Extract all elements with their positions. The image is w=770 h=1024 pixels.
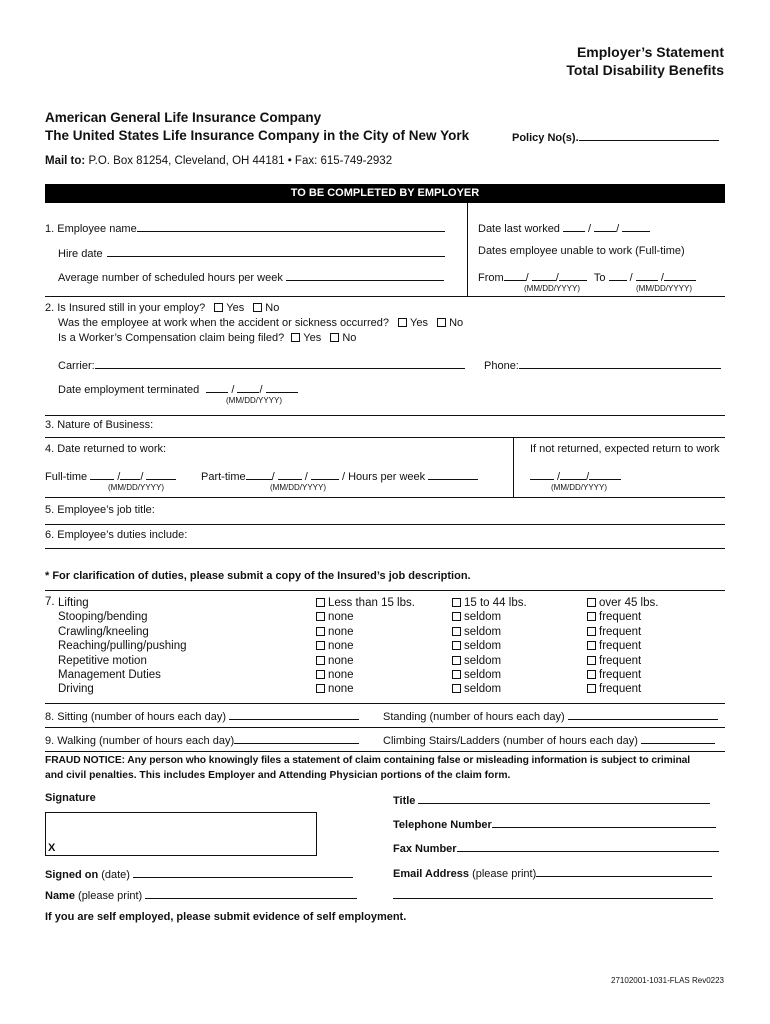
option-mid-label: seldom	[464, 625, 502, 638]
option-mid-label: seldom	[464, 640, 502, 653]
no-label: No	[449, 317, 464, 329]
date-format-hint: (MM/DD/YYYY)	[108, 483, 164, 492]
name-field[interactable]	[45, 887, 357, 902]
expected-return-field[interactable]: / /	[530, 468, 621, 483]
still-employed-question	[45, 302, 279, 314]
form-title-line1: Employer’s Statement	[576, 44, 724, 60]
option-low-checkbox[interactable]	[316, 641, 325, 650]
divider	[45, 497, 725, 498]
email-label: Email Address	[393, 868, 470, 880]
fax-label: Fax Number	[393, 843, 457, 855]
divider	[45, 590, 725, 591]
option-low-label: none	[328, 683, 354, 696]
phone-field[interactable]	[484, 357, 721, 372]
option-mid-row[interactable]	[452, 596, 527, 610]
carrier-field[interactable]	[58, 357, 465, 372]
option-mid-row[interactable]	[452, 639, 527, 653]
self-employed-note: If you are self employed, please submit evidence of self employment.	[45, 911, 407, 923]
option-low-row[interactable]	[316, 639, 415, 653]
option-low-checkbox[interactable]	[316, 670, 325, 679]
option-high-row[interactable]	[587, 610, 658, 624]
title-field[interactable]	[393, 792, 710, 807]
option-high-checkbox[interactable]	[587, 627, 596, 636]
no-label: No	[265, 302, 280, 314]
activity-label: Repetitive motion	[58, 654, 147, 667]
option-high-checkbox[interactable]	[587, 684, 596, 693]
telephone-label: Telephone Number	[393, 819, 492, 831]
at-work-question	[58, 317, 463, 329]
job-duties-field[interactable]: 6. Employee’s duties include:	[45, 529, 188, 541]
walking-hours-field[interactable]	[45, 732, 359, 747]
frequency-column-3	[587, 596, 658, 697]
employee-name-field[interactable]	[45, 220, 445, 235]
employee-name-label: 1. Employee name	[45, 223, 137, 235]
signed-on-note: (date)	[98, 869, 130, 881]
divider	[45, 415, 725, 416]
fulltime-label: Full-time	[45, 471, 88, 483]
signed-on-label: Signed on	[45, 869, 99, 881]
hire-date-field[interactable]	[58, 245, 445, 260]
option-high-row[interactable]	[587, 682, 658, 696]
option-high-checkbox[interactable]	[587, 598, 596, 607]
divider	[45, 548, 725, 549]
divider	[45, 751, 725, 752]
fax-field[interactable]	[393, 840, 719, 855]
date-format-hint: (MM/DD/YYYY)	[524, 284, 580, 293]
option-low-row[interactable]	[316, 625, 415, 639]
email-field[interactable]	[393, 865, 712, 880]
from-label: From	[478, 272, 504, 284]
sitting-label: 8. Sitting (number of hours each day)	[45, 711, 226, 723]
option-high-row[interactable]	[587, 596, 658, 610]
activity-label: Management Duties	[58, 669, 161, 682]
option-low-checkbox[interactable]	[316, 598, 325, 607]
dates-unable-label: Dates employee unable to work (Full-time)	[478, 245, 685, 257]
divider	[513, 437, 514, 497]
option-mid-checkbox[interactable]	[452, 641, 461, 650]
option-high-row[interactable]	[587, 625, 658, 639]
mail-to-label: Mail to:	[45, 155, 86, 167]
fraud-notice-line1: FRAUD NOTICE: Any person who knowingly files a statement of claim containing false or misleading information is subject to criminal	[45, 755, 691, 766]
divider	[45, 524, 725, 525]
option-low-row[interactable]	[316, 682, 415, 696]
avg-hours-label: Average number of scheduled hours per week	[58, 272, 283, 284]
signature-x-mark: X	[48, 842, 56, 854]
signature-box[interactable]	[45, 812, 317, 856]
option-mid-checkbox[interactable]	[452, 684, 461, 693]
divider	[45, 703, 725, 704]
option-high-checkbox[interactable]	[587, 612, 596, 621]
option-low-row[interactable]	[316, 654, 415, 668]
option-low-row[interactable]	[316, 668, 415, 682]
carrier-label: Carrier:	[58, 360, 95, 372]
option-mid-label: 15 to 44 lbs.	[464, 597, 527, 609]
option-mid-label: seldom	[464, 611, 502, 624]
walking-label: 9. Walking (number of hours each day)	[45, 735, 235, 747]
date-terminated-field[interactable]: Date employment terminated / /	[58, 381, 298, 396]
section-banner: TO BE COMPLETED BY EMPLOYER	[45, 184, 725, 203]
company-name-1: American General Life Insurance Company	[45, 110, 322, 125]
avg-hours-field[interactable]	[58, 269, 444, 284]
option-high-label: over 45 lbs.	[599, 597, 659, 609]
option-low-label: none	[328, 611, 354, 624]
still-employed-yes-checkbox[interactable]	[214, 303, 223, 312]
frequency-column-1	[316, 596, 415, 697]
option-mid-row[interactable]	[452, 654, 527, 668]
option-high-label: frequent	[599, 654, 642, 667]
option-mid-label: seldom	[464, 669, 502, 682]
to-label: To	[593, 272, 606, 284]
fulltime-return-field[interactable]: Full-time / /	[45, 468, 176, 483]
parttime-label: Part-time	[201, 471, 246, 483]
option-low-label: none	[328, 640, 354, 653]
option-mid-checkbox[interactable]	[452, 612, 461, 621]
workers-comp-yes-checkbox[interactable]	[291, 333, 300, 342]
parttime-return-field[interactable]: Part-time / / / Hours per week	[201, 468, 478, 483]
policy-number-field[interactable]	[512, 129, 719, 144]
date-format-hint: (MM/DD/YYYY)	[270, 483, 326, 492]
activity-label: Stooping/bending	[58, 611, 148, 624]
dates-unable-range-field[interactable]: From / / To / /	[478, 269, 696, 284]
sitting-hours-field[interactable]	[45, 708, 359, 723]
date-format-hint: (MM/DD/YYYY)	[636, 284, 692, 293]
clarification-note: * For clarification of duties, please submit a copy of the Insured’s job description.	[45, 570, 471, 582]
option-mid-checkbox[interactable]	[452, 627, 461, 636]
option-low-label: none	[328, 654, 354, 667]
date-format-hint: (MM/DD/YYYY)	[551, 483, 607, 492]
name-note: (please print)	[74, 890, 143, 902]
date-format-hint: (MM/DD/YYYY)	[226, 396, 282, 405]
climbing-label: Climbing Stairs/Ladders (number of hours each day)	[383, 735, 638, 747]
activity-label: Driving	[58, 683, 94, 696]
option-low-checkbox[interactable]	[316, 684, 325, 693]
option-high-label: frequent	[599, 683, 642, 696]
date-terminated-label: Date employment terminated	[58, 384, 200, 396]
climbing-hours-field[interactable]	[383, 732, 715, 747]
option-high-row[interactable]	[587, 654, 658, 668]
activity-row	[58, 682, 187, 696]
policy-number-label: Policy No(s).	[512, 132, 579, 144]
nature-of-business-field[interactable]: 3. Nature of Business:	[45, 419, 154, 431]
workers-comp-label: Is a Worker’s Compensation claim being filed?	[58, 332, 285, 344]
fraud-notice-line2: and civil penalties. This includes Employer and Attending Physician portions of the claim form.	[45, 770, 511, 781]
option-high-checkbox[interactable]	[587, 670, 596, 679]
activity-row	[58, 625, 187, 639]
standing-label: Standing (number of hours each day)	[383, 711, 565, 723]
option-low-label: none	[328, 669, 354, 682]
name-label: Name	[45, 890, 75, 902]
email-note: (please print)	[469, 868, 537, 880]
option-low-label: none	[328, 625, 354, 638]
phone-label: Phone:	[484, 360, 519, 372]
hours-per-week-label: / Hours per week	[341, 471, 426, 483]
still-employed-no-checkbox[interactable]	[253, 303, 262, 312]
date-last-worked-field[interactable]: Date last worked / /	[478, 220, 650, 235]
option-mid-row[interactable]	[452, 610, 527, 624]
divider	[467, 203, 468, 296]
option-low-checkbox[interactable]	[316, 627, 325, 636]
frequency-column-2	[452, 596, 527, 697]
option-mid-row[interactable]	[452, 625, 527, 639]
option-low-checkbox[interactable]	[316, 612, 325, 621]
option-high-label: frequent	[599, 669, 642, 682]
option-high-label: frequent	[599, 611, 642, 624]
option-high-checkbox[interactable]	[587, 656, 596, 665]
workers-comp-question	[58, 332, 356, 344]
workers-comp-no-checkbox[interactable]	[330, 333, 339, 342]
job-title-field[interactable]: 5. Employee’s job title:	[45, 504, 155, 516]
telephone-field[interactable]	[393, 816, 716, 831]
standing-hours-field[interactable]	[383, 708, 718, 723]
activity-label: Reaching/pulling/pushing	[58, 640, 187, 653]
divider	[45, 437, 725, 438]
yes-label: Yes	[410, 317, 428, 329]
option-low-row[interactable]	[316, 596, 415, 610]
at-work-label: Was the employee at work when the accident or sickness occurred?	[58, 317, 389, 329]
option-mid-checkbox[interactable]	[452, 670, 461, 679]
form-code: 27102001-1031-FLAS Rev0223	[611, 976, 724, 985]
option-mid-row[interactable]	[452, 682, 527, 696]
hire-date-label: Hire date	[58, 248, 103, 260]
no-label: No	[342, 332, 357, 344]
yes-label: Yes	[226, 302, 245, 314]
signed-on-field[interactable]	[45, 866, 353, 881]
option-mid-checkbox[interactable]	[452, 656, 461, 665]
divider	[45, 727, 725, 728]
option-high-label: frequent	[599, 640, 642, 653]
at-work-yes-checkbox[interactable]	[398, 318, 407, 327]
form-title-line2: Total Disability Benefits	[566, 62, 724, 78]
mail-to-line	[45, 155, 392, 167]
title-label: Title	[393, 795, 416, 807]
option-low-checkbox[interactable]	[316, 656, 325, 665]
option-high-label: frequent	[599, 625, 642, 638]
option-mid-checkbox[interactable]	[452, 598, 461, 607]
activity-row	[58, 668, 187, 682]
option-mid-label: seldom	[464, 654, 502, 667]
yes-label: Yes	[303, 332, 322, 344]
option-high-checkbox[interactable]	[587, 641, 596, 650]
option-mid-label: seldom	[464, 683, 502, 696]
activity-row	[58, 596, 187, 610]
section-7-number: 7.	[45, 596, 55, 608]
date-last-worked-label: Date last worked	[478, 223, 560, 235]
activity-row	[58, 654, 187, 668]
option-low-row[interactable]	[316, 610, 415, 624]
email-continuation-field[interactable]	[393, 887, 713, 902]
activity-row	[58, 639, 187, 653]
option-high-row[interactable]	[587, 668, 658, 682]
activity-label: Crawling/kneeling	[58, 625, 149, 638]
divider	[45, 296, 725, 297]
option-low-label: Less than 15 lbs.	[328, 597, 415, 609]
activity-label: Lifting	[58, 597, 89, 609]
expected-return-label: If not returned, expected return to work	[530, 443, 720, 455]
option-high-row[interactable]	[587, 639, 658, 653]
at-work-no-checkbox[interactable]	[437, 318, 446, 327]
date-returned-label: 4. Date returned to work:	[45, 443, 167, 455]
mail-to-address: P.O. Box 81254, Cleveland, OH 44181 • Fax: 615-749-2932	[85, 155, 393, 167]
company-name-2: The United States Life Insurance Company in the City of New York	[45, 128, 470, 143]
activity-row	[58, 610, 187, 624]
signature-label: Signature	[45, 792, 96, 804]
option-mid-row[interactable]	[452, 668, 527, 682]
activity-list	[58, 596, 187, 697]
still-employed-label: 2. Is Insured still in your employ?	[45, 302, 206, 314]
